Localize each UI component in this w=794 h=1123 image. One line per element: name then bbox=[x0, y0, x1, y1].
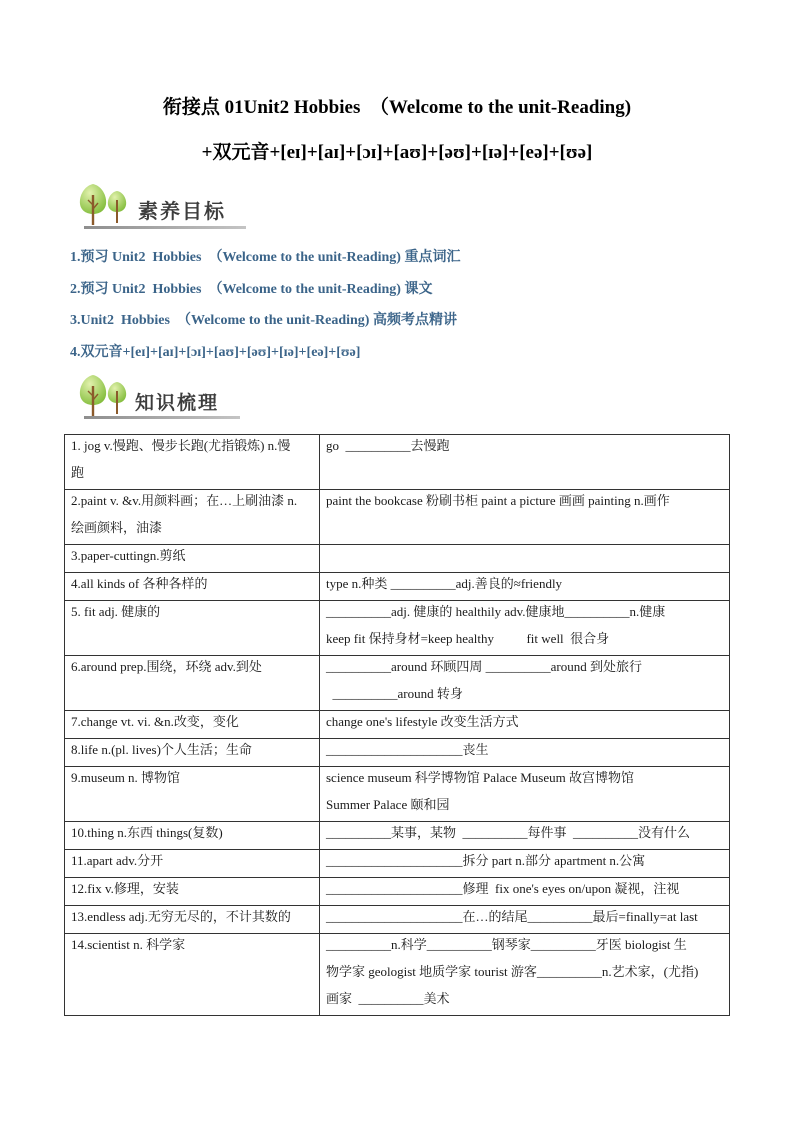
table-row bbox=[65, 767, 730, 822]
term-cell bbox=[65, 490, 320, 545]
usage-line: 物学家 geologist 地质学家 tourist 游客__________n.艺术家，(尤指) bbox=[326, 964, 699, 979]
term-line: 9.museum n. 博物馆 bbox=[71, 770, 181, 785]
term-line: 1. jog v.慢跑、慢步长跑(尤指锻炼) n.慢 bbox=[71, 438, 291, 453]
usage-line: type n.种类 __________adj.善良的≈friendly bbox=[326, 576, 563, 591]
section-divider bbox=[84, 416, 240, 419]
usage-line: Summer Palace 颐和园 bbox=[326, 797, 450, 812]
term-cell bbox=[65, 850, 320, 878]
twin-trees-icon bbox=[78, 183, 130, 227]
table-row bbox=[65, 711, 730, 739]
term-line: 12.fix v.修理，安装 bbox=[71, 881, 179, 896]
usage-line: __________around 转身 bbox=[326, 686, 463, 701]
usage-line: _____________________丧生 bbox=[326, 742, 489, 757]
usage-cell bbox=[320, 545, 730, 573]
term-line: 绘画颜料，油漆 bbox=[71, 520, 163, 535]
usage-cell bbox=[320, 573, 730, 601]
section-heading-knowledge: 知识梳理 bbox=[135, 393, 220, 414]
term-cell bbox=[65, 934, 320, 1016]
usage-line: change one's lifestyle 改变生活方式 bbox=[326, 714, 519, 729]
usage-cell bbox=[320, 906, 730, 934]
document-subtitle: +双元音+[eɪ]+[aɪ]+[ɔɪ]+[aʊ]+[əʊ]+[ɪə]+[eə]+[ʊə] bbox=[201, 142, 593, 163]
term-line: 10.thing n.东西 things(复数) bbox=[71, 825, 223, 840]
knowledge-table-body bbox=[65, 435, 730, 1016]
usage-line: paint the bookcase 粉刷书柜 paint a picture 画画 painting n.画作 bbox=[326, 493, 670, 508]
term-line: 跑 bbox=[71, 465, 85, 480]
term-cell bbox=[65, 711, 320, 739]
term-cell bbox=[65, 435, 320, 490]
objective-item: 1.预习 Unit2 Hobbies （Welcome to the unit-Reading) 重点词汇 bbox=[70, 250, 461, 265]
table-row bbox=[65, 906, 730, 934]
usage-cell bbox=[320, 601, 730, 656]
term-line: 11.apart adv.分开 bbox=[71, 853, 164, 868]
table-row bbox=[65, 435, 730, 490]
term-cell bbox=[65, 906, 320, 934]
term-cell bbox=[65, 767, 320, 822]
usage-line: keep fit 保持身材=keep healthy fit well 很合身 bbox=[326, 631, 610, 646]
table-row bbox=[65, 934, 730, 1016]
usage-cell bbox=[320, 767, 730, 822]
objective-item: 2.预习 Unit2 Hobbies （Welcome to the unit-Reading) 课文 bbox=[70, 281, 433, 297]
term-cell bbox=[65, 739, 320, 767]
term-line: 5. fit adj. 健康的 bbox=[71, 604, 161, 619]
term-line: 4.all kinds of 各种各样的 bbox=[71, 576, 208, 591]
usage-line: _____________________修理 fix one's eyes on/upon 凝视，注视 bbox=[326, 881, 680, 896]
table-row bbox=[65, 573, 730, 601]
usage-cell bbox=[320, 490, 730, 545]
usage-line: __________adj. 健康的 healthily adv.健康地__________n.健康 bbox=[326, 604, 666, 619]
document-title: 衔接点 01Unit2 Hobbies （Welcome to the unit-Reading) bbox=[162, 97, 632, 118]
table-row bbox=[65, 878, 730, 906]
usage-cell bbox=[320, 850, 730, 878]
usage-line: _____________________在…的结尾__________最后=finally=at last bbox=[326, 909, 698, 924]
usage-cell bbox=[320, 739, 730, 767]
table-row bbox=[65, 490, 730, 545]
table-row bbox=[65, 656, 730, 711]
term-line: 6.around prep.围绕，环绕 adv.到处 bbox=[71, 659, 262, 674]
objectives-list bbox=[70, 242, 460, 369]
usage-cell bbox=[320, 822, 730, 850]
term-cell bbox=[65, 545, 320, 573]
term-cell bbox=[65, 601, 320, 656]
term-line: 3.paper-cuttingn.剪纸 bbox=[71, 548, 186, 563]
usage-line: __________n.科学__________钢琴家__________牙医 biologist 生 bbox=[326, 937, 687, 952]
table-row bbox=[65, 739, 730, 767]
section-heading-objectives: 素养目标 bbox=[138, 201, 226, 223]
term-line: 2.paint v. &v.用颜料画；在…上刷油漆 n. bbox=[71, 493, 298, 508]
twin-trees-icon bbox=[78, 374, 130, 418]
term-line: 13.endless adj.无穷无尽的，不计其数的 bbox=[71, 909, 291, 924]
usage-cell bbox=[320, 435, 730, 490]
table-row bbox=[65, 601, 730, 656]
usage-line: 画家 __________美术 bbox=[326, 991, 450, 1006]
objective-item: 4.双元音+[eɪ]+[aɪ]+[ɔɪ]+[aʊ]+[əʊ]+[ɪə]+[eə]+[ʊə] bbox=[70, 345, 361, 361]
usage-line: science museum 科学博物馆 Palace Museum 故宫博物馆 bbox=[326, 770, 634, 785]
knowledge-table bbox=[64, 434, 730, 1016]
usage-cell bbox=[320, 656, 730, 711]
table-row bbox=[65, 850, 730, 878]
usage-line: go __________去慢跑 bbox=[326, 438, 450, 453]
term-cell bbox=[65, 822, 320, 850]
objective-item: 3.Unit2 Hobbies （Welcome to the unit-Reading) 高频考点精讲 bbox=[70, 313, 457, 329]
table-row bbox=[65, 545, 730, 573]
section-divider bbox=[84, 226, 246, 229]
term-line: 8.life n.(pl. lives)个人生活；生命 bbox=[71, 742, 252, 757]
usage-cell bbox=[320, 934, 730, 1016]
table-row bbox=[65, 822, 730, 850]
term-cell bbox=[65, 573, 320, 601]
usage-line: __________某事，某物 __________每件事 __________没有什么 bbox=[326, 825, 691, 840]
term-line: 7.change vt. vi. &n.改变，变化 bbox=[71, 714, 239, 729]
usage-cell bbox=[320, 878, 730, 906]
term-cell bbox=[65, 878, 320, 906]
term-line: 14.scientist n. 科学家 bbox=[71, 937, 186, 952]
usage-line: __________around 环顾四周 __________around 到处旅行 bbox=[326, 659, 642, 674]
term-cell bbox=[65, 656, 320, 711]
usage-cell bbox=[320, 711, 730, 739]
usage-line: _____________________拆分 part n.部分 apartment n.公寓 bbox=[326, 853, 646, 868]
